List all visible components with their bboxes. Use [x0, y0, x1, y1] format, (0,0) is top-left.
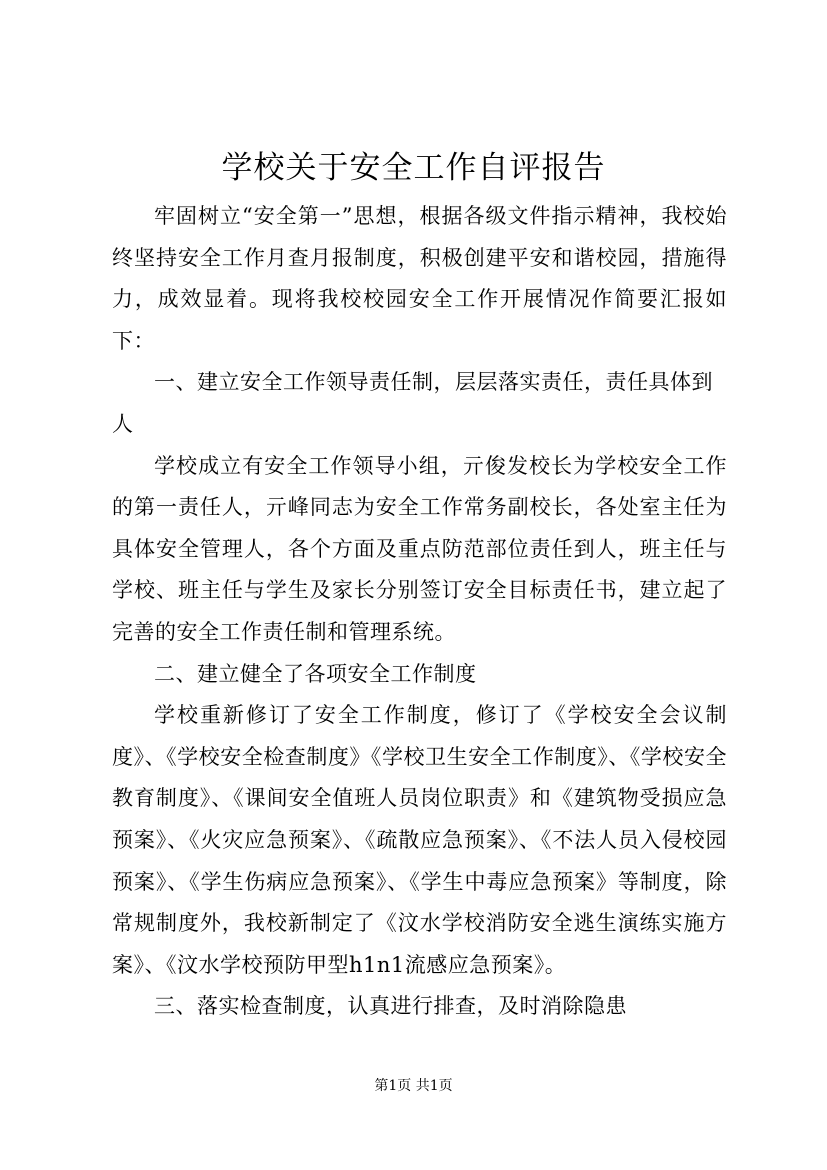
page-footer: 第1页 共1页: [374, 1078, 453, 1094]
section-heading-1: 一、建立安全工作领导责任制，层层落实责任，责任具体到人: [112, 370, 713, 436]
intro-paragraph: 牢固树立“安全第一”思想，根据各级文件指示精神，我校始终坚持安全工作月查月报制度，积极创建平安和谐校园，措施得力，成效显着。现将我校校园安全工作开展情况作简要汇报如下：: [112, 204, 727, 353]
document-title: 学校关于安全工作自评报告: [221, 150, 606, 186]
section-heading-3: 三、落实检查制度，认真进行排查，及时消除隐患: [154, 994, 627, 1019]
section-heading-2: 二、建立健全了各项安全工作制度: [154, 661, 477, 686]
section-1-paragraph: 学校成立有安全工作领导小组，亓俊发校长为学校安全工作的第一责任人，亓峰同志为安全工作常务副校长，各处室主任为具体安全管理人，各个方面及重点防范部位责任到人，班主任与学校、班主任与学生及家长分别签订安全目标责任书，建立起了完善的安全工作责任制和管理系统。: [112, 453, 727, 644]
section-2-paragraph: 学校重新修订了安全工作制度，修订了《学校安全会议制度》、《学校安全检查制度》《学校卫生安全工作制度》、《学校安全教育制度》、《课间安全值班人员岗位职责》和《建筑物受损应急预案》、《火灾应急预案》、《疏散应急预案》、《不法人员入侵校园预案》、《学生伤病应急预案》、《学生中毒应急预案》等制度，除常规制度外，我校新制定了《汶水学校消防安全逃生演练实施方案》、《汶水学校预防甲型h1n1流感应急预案》。: [112, 703, 727, 977]
document-body: [112, 196, 727, 1028]
